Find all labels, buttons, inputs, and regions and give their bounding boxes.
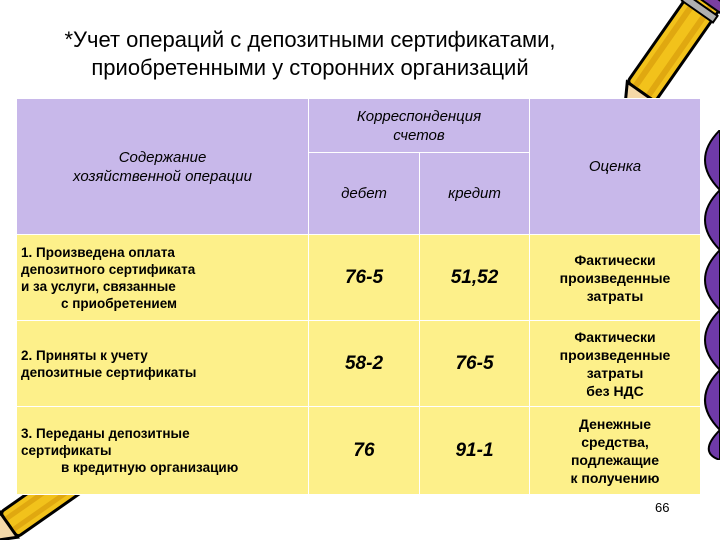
table-row: [17, 235, 701, 321]
credit-account: 91-1: [420, 407, 530, 495]
table-row: [17, 321, 701, 407]
title-line-1: *Учет операций с депозитными сертификатами,: [64, 27, 556, 52]
credit-account: 51,52: [420, 235, 530, 321]
header-correspondence: Корреспонденция счетов: [309, 99, 530, 153]
evaluation-text: Денежные средства, подлежащие к получению: [530, 407, 701, 495]
evaluation-text: Фактически произведенные затраты: [530, 235, 701, 321]
page-number: 66: [655, 500, 670, 515]
slide-title: [10, 26, 610, 82]
table-row: [17, 407, 701, 495]
header-debit: дебет: [309, 153, 420, 235]
header-evaluation: Оценка: [530, 99, 701, 235]
debit-account: 76-5: [309, 235, 420, 321]
header-content: Содержание хозяйственной операции: [17, 99, 309, 235]
header-credit: кредит: [420, 153, 530, 235]
credit-account: 76-5: [420, 321, 530, 407]
operation-text: 3. Переданы депозитные сертификаты в кредитную организацию: [17, 407, 309, 495]
operation-text: 1. Произведена оплата депозитного сертификата и за услуги, связанные с приобретением: [17, 235, 309, 321]
operations-table: [16, 98, 701, 495]
title-line-2: приобретенными у сторонних организаций: [91, 55, 529, 80]
operation-text: 2. Приняты к учету депозитные сертификаты: [17, 321, 309, 407]
evaluation-text: Фактически произведенные затраты без НДС: [530, 321, 701, 407]
debit-account: 76: [309, 407, 420, 495]
debit-account: 58-2: [309, 321, 420, 407]
